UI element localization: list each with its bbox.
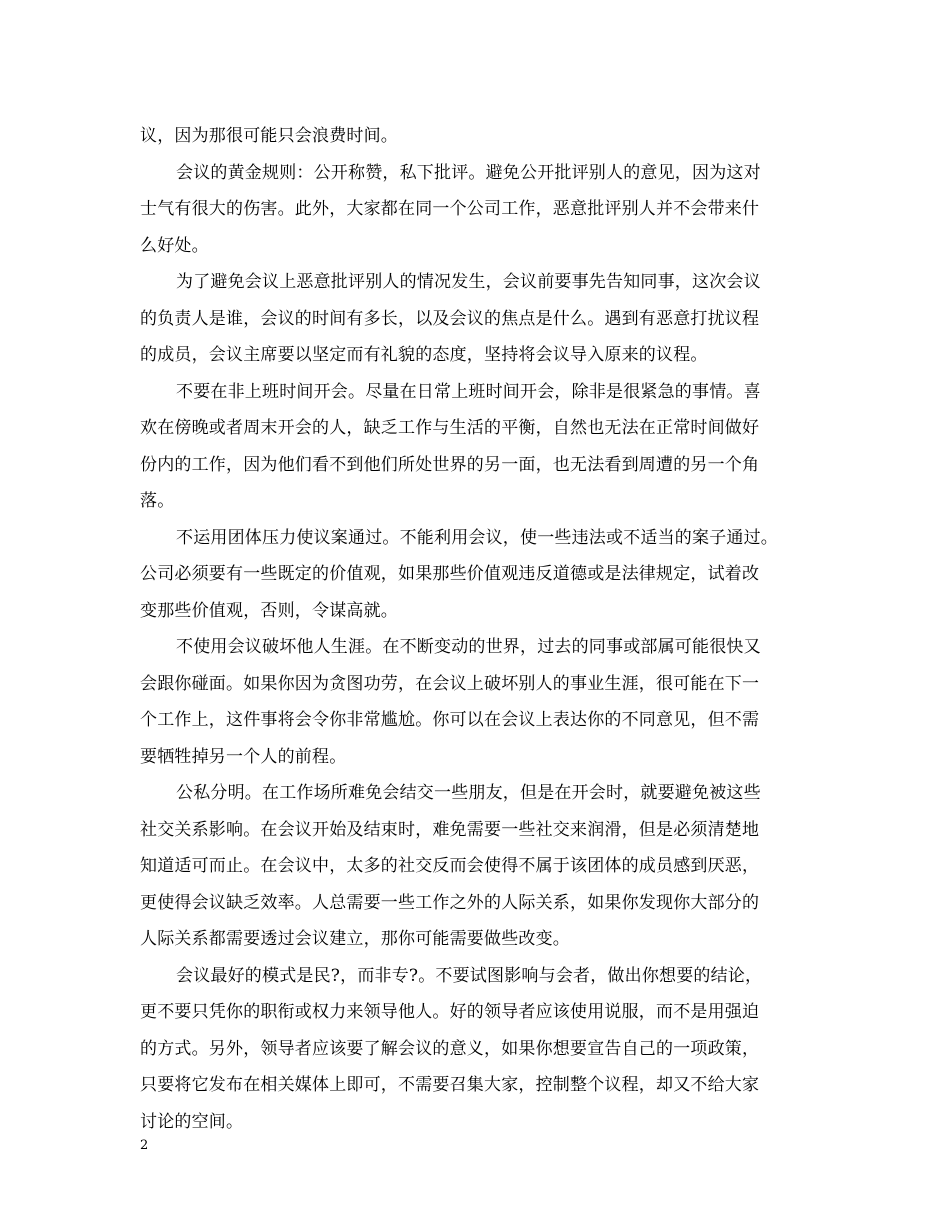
text-line: 讨论的空间。 (140, 1111, 244, 1132)
text-line: 的负责人是谁，会议的时间有多长，以及会议的焦点是什么。遇到有恶意打扰议程 (140, 308, 760, 329)
text-line: 个工作上，这件事将会令你非常尴尬。你可以在会议上表达你的不同意见，但不需 (140, 710, 760, 730)
paragraph (140, 374, 840, 520)
paragraph (140, 629, 840, 775)
text-line: 公司必须要有一些既定的价值观，如果那些价值观违反道德或是法律规定，试着改 (140, 564, 760, 584)
text-line: 的方式。另外，领导者应该要了解会议的意义，如果你想要宣告自己的一项政策， (140, 1038, 760, 1059)
text-line: 士气有很大的伤害。此外，大家都在同一个公司工作，恶意批评别人并不会带来什 (140, 199, 760, 219)
paragraph (140, 264, 840, 374)
paragraph (140, 958, 840, 1141)
document-body (140, 118, 840, 1140)
text-line: 会跟你碰面。如果你因为贪图功劳，在会议上破坏别人的事业生涯，很可能在下一 (140, 673, 760, 694)
text-line: 公私分明。在工作场所难免会结交一些朋友，但是在开会时，就要避免被这些 (176, 783, 761, 803)
text-line: 不运用团体压力使议案通过。不能利用会议，使一些违法或不适当的案子通过。 (176, 527, 778, 548)
paragraph (140, 155, 840, 265)
text-line: 的成员，会议主席要以坚定而有礼貌的态度，坚持将会议导入原来的议程。 (140, 345, 708, 365)
text-line: 变那些价值观，否则，令谋高就。 (140, 600, 398, 621)
text-line: 落。 (140, 491, 175, 511)
text-line: 知道适可而止。在会议中，太多的社交反而会使得不属于该团体的成员感到厌恶， (140, 856, 760, 876)
page-number: 2 (140, 1138, 149, 1153)
text-line: 不使用会议破坏他人生涯。在不断变动的世界，过去的同事或部属可能很快又 (176, 637, 761, 657)
text-line: 更使得会议缺乏效率。人总需要一些工作之外的人际关系，如果你发现你大部分的 (140, 892, 760, 913)
text-line: 社交关系影响。在会议开始及结束时，难免需要一些社交来润滑，但是必须清楚地 (140, 819, 760, 840)
text-line: 不要在非上班时间开会。尽量在日常上班时间开会，除非是很紧急的事情。喜 (176, 381, 761, 402)
text-line: 会议最好的模式是民?，而非专?。不要试图影响与会者，做出你想要的结论， (176, 965, 763, 986)
text-line: 会议的黄金规则：公开称赞，私下批评。避免公开批评别人的意见，因为这对 (176, 162, 761, 183)
text-line: 为了避免会议上恶意批评别人的情况发生，会议前要事先告知同事，这次会议 (176, 272, 761, 292)
text-line: 份内的工作，因为他们看不到他们所处世界的另一面，也无法看到周遭的另一个角 (140, 454, 760, 475)
text-line: 人际关系都需要透过会议建立，那你可能需要做些改变。 (140, 929, 570, 949)
text-line: 议，因为那很可能只会浪费时间。 (140, 126, 398, 146)
text-line: 只要将它发布在相关媒体上即可，不需要召集大家，控制整个议程，却又不给大家 (140, 1075, 760, 1095)
text-line: 么好处。 (140, 235, 209, 256)
text-line: 要牺牲掉另一个人的前程。 (140, 746, 347, 767)
text-line: 更不要只凭你的职衔或权力来领导他人。好的领导者应该使用说服，而不是用强迫 (140, 1002, 760, 1022)
paragraph (140, 775, 840, 958)
paragraph (140, 118, 840, 155)
text-line: 欢在傍晚或者周末开会的人，缺乏工作与生活的平衡，自然也无法在正常时间做好 (140, 418, 760, 438)
paragraph (140, 520, 840, 630)
